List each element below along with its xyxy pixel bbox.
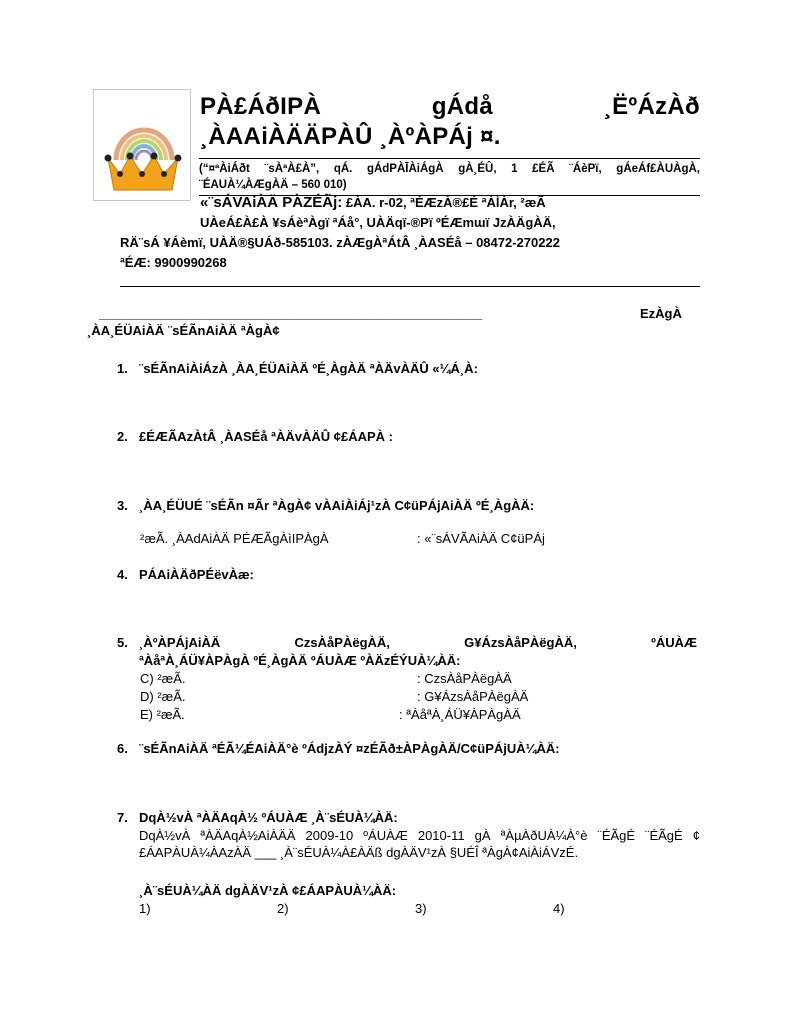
option-value: : ªÀåªÀ¸ÁÜ¥ÀPÀgÀÄ bbox=[399, 707, 521, 722]
question-number: 4. bbox=[117, 567, 128, 582]
question-text: ¸ÀA¸ÉÜUÉ ¨sÉÃn ¤Ãr ªÀgÀ¢ vÀAiÀiÁj¹zÀ C¢üPÁjAiÀÄ ºÉ¸ÀgÀÄ: bbox=[139, 498, 535, 513]
title-line-2: ¸ÀAAiÀÄÄPÀÛ ¸ÀºÀPÁj ¤. bbox=[200, 123, 501, 150]
option-label: C) ²æÃ. bbox=[140, 671, 186, 686]
question-2 bbox=[117, 428, 393, 446]
date-slot: 1) bbox=[139, 901, 151, 916]
section-title: ¸ÀA¸ÉÜAiÀÄ ¨sÉÃnAiÀÄ ªÀgÀ¢ bbox=[87, 323, 280, 338]
office-line-3: RÄ¨sÁ ¥Áèmï, UÀÄ®§UÁð-585103. zÀÆgÀªÁtÂ ¸ÀASÉå – 08472-270222 bbox=[120, 235, 560, 250]
question-5 bbox=[117, 634, 697, 670]
divider bbox=[120, 286, 700, 287]
question-word: ºÁUÀÆ bbox=[651, 635, 697, 650]
question-text-line-2: ªÀåªÀ¸ÁÜ¥ÀPÀgÀ ºÉ¸ÀgÀÄ ºÁUÀÆ ºÀÄzÉÝUÀ¼ÀÄ: bbox=[139, 653, 461, 668]
reference-line bbox=[99, 305, 699, 323]
reference-text: EzÀgÀ bbox=[640, 306, 682, 321]
q7-subheading: ¸À¨sÉUÀ¼ÀÄ dgÀÄV¹zÀ ¢£ÁAPÀUÀ¼ÀÄ: bbox=[139, 883, 397, 898]
office-label: «¨sÁVAiÀÄ PÀZÉÃj: bbox=[200, 194, 343, 211]
page-title bbox=[200, 92, 700, 152]
q7-paragraph: DqÀ½vÀ ªÀÄAqÀ½AiÀÄÄ 2009-10 ºÁUÀÆ 2010-11 gÀ ªÀµÀðUÀ¼À°è ¨ÉÃgÉ ¨ÉÃgÉ ¢£ÁAPÀUÀ¼ÀAzÀÄ ___ ¸À¨sÉUÀ¼À£ÀÄß dgÀÄV¹zÀ §UÉÎ ªÀgÀ¢AiÀiÁVzÉ. bbox=[139, 828, 700, 860]
question-text: ¨sÉÃnAiÀiÁzÀ ¸ÀA¸ÉÜAiÀÄ ºÉ¸ÀgÀÄ ªÀÄvÀÄÛ «¼Á¸À: bbox=[139, 361, 478, 376]
logo bbox=[93, 89, 191, 201]
question-number: 6. bbox=[117, 741, 128, 756]
question-number: 1. bbox=[117, 361, 128, 376]
question-number: 3. bbox=[117, 498, 128, 513]
date-slot: 4) bbox=[553, 901, 565, 916]
question-word: ¸ÀºÀPÁjAiÀÄ bbox=[139, 635, 221, 650]
option-label: D) ²æÃ. bbox=[140, 689, 186, 704]
question-7 bbox=[117, 809, 398, 827]
title-word-3: ¸ËºÁzÀð bbox=[603, 93, 700, 120]
title-word-2: gÁdå bbox=[431, 93, 494, 120]
office-line-1 bbox=[120, 193, 700, 213]
office-line-1-value: £ÀA. r-02, ªÉÆzÀ®£É ªÀĺÀr, ²æÃ bbox=[345, 195, 546, 210]
date-slot: 2) bbox=[277, 901, 289, 916]
question-word: G¥ÁzsÀåPÀëgÀÄ, bbox=[464, 635, 577, 650]
question-text: PÁAiÀÄðPÉëvÀæ: bbox=[139, 567, 254, 582]
question-4 bbox=[117, 566, 254, 584]
date-slot: 3) bbox=[415, 901, 427, 916]
question-6 bbox=[117, 740, 560, 758]
question-text: ¨sÉÃnAiÀÄ ªÉÃ¼ÉAiÀÄ°è ºÁdjzÀÝ ¤zÉÃð±ÀPÀgÀÄ/C¢üPÁjUÀ¼ÀÄ: bbox=[139, 741, 560, 756]
divisional-office-block bbox=[120, 193, 700, 273]
question-word: CzsÀåPÀëgÀÄ, bbox=[294, 635, 390, 650]
question-number: 7. bbox=[117, 810, 128, 825]
option-label: E) ²æÃ. bbox=[140, 707, 185, 722]
question-number: 5. bbox=[117, 635, 128, 650]
office-line-4: ªÉÆ: 9900990268 bbox=[120, 255, 227, 270]
question-3 bbox=[117, 497, 534, 515]
q5-options bbox=[140, 670, 186, 724]
option-value: : CzsÀåPÀëgÀÄ bbox=[417, 671, 512, 686]
reference-blank: _____________________________________________________ bbox=[99, 306, 483, 321]
q3-detail-value: : «¨sÁVÃAiÀÄ C¢üPÁj bbox=[417, 531, 545, 546]
question-1 bbox=[117, 360, 478, 378]
rainbow-crown-icon bbox=[94, 90, 190, 200]
q5-values bbox=[399, 670, 529, 724]
title-word-1: PÀ£ÁðIPÀ bbox=[200, 93, 322, 120]
q3-detail-label: ²æÃ. ¸ÀAdAiÀÄ PÉÆÃgÀìIPÀgÀ bbox=[140, 531, 329, 546]
option-value: : G¥ÁzsÀåPÀëgÀÄ bbox=[417, 689, 529, 704]
question-text: £ÉÆÃAzÀtÂ ¸ÀASÉå ªÀÄvÀÄÛ ¢£ÁAPÀ : bbox=[139, 429, 394, 444]
q7-dates-row bbox=[139, 901, 699, 916]
office-line-2: UÀeÁ£À£À ¥sÁèªÀgï ªÁå°, UÀÄqï-®Pï ºÉÆmɯï JzÀÄgÀÄ, bbox=[200, 215, 556, 230]
question-number: 2. bbox=[117, 429, 128, 444]
head-office-address: (“¤ªÀiÁðt ¨sÀªÀ£À”, qÁ. gÁdPÀĪÀiÁgÀ gÀ¸ÉÛ, 1 £ÉÃ ¨ÁèPï, gÁeÁf£ÀUÀgÀ, ¨ÉAUÀ¼ÀÆgÀÄ – 560 010) bbox=[199, 158, 700, 196]
question-text: DqÀ½vÀ ªÀÄAqÀ½ ºÁUÀÆ ¸À¨sÉUÀ¼ÀÄ: bbox=[139, 810, 398, 825]
